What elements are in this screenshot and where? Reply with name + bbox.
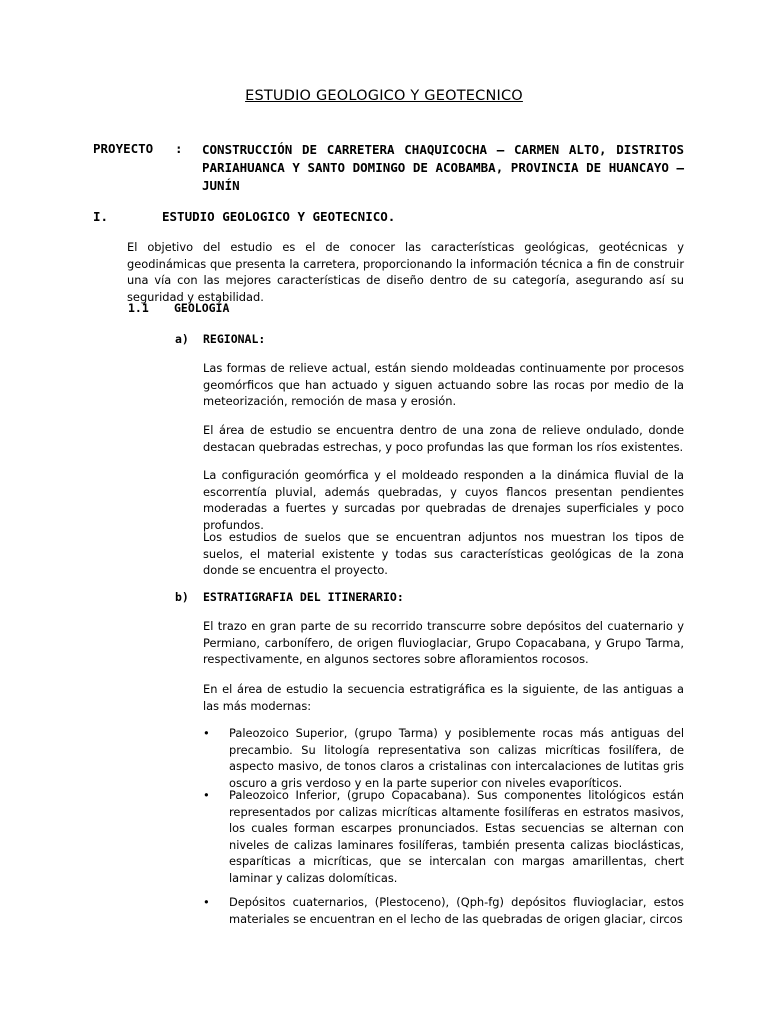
document-title: ESTUDIO GEOLOGICO Y GEOTECNICO (245, 88, 523, 104)
project-label: PROYECTO (93, 141, 154, 156)
stratigraphy-paragraph: En el área de estudio la secuencia estratigráfica es la siguiente, de las antiguas a las más modernas: (203, 682, 684, 713)
stratigraphy-bullet-item: Paleozoico Inferior, (grupo Copacabana). Sus componentes litológicos están representados por calizas micríticas altamente fosilíferas en estratos masivos, los cuales forman escarpes pronunciados. Estas secuencias se alternan con niveles de calizas laminares fosilíferas, también presenta calizas bioclásticas, esparíticas a micríticas, que se intercalan con margas amarillentas, chert laminar y calizas dolomíticas. (229, 788, 684, 885)
regional-paragraph: Los estudios de suelos que se encuentran adjuntos nos muestran los tipos de suelos, el material existente y todas sus características geológicas de la zona donde se encuentra el proyecto. (203, 530, 684, 577)
regional-paragraph: Las formas de relieve actual, están siendo moldeadas continuamente por procesos geomórficos que han actuado y siguen actuando sobre las rocas por medio de la meteorización, remoción de masa y erosión. (203, 361, 684, 408)
stratigraphy-bullet-item: Paleozoico Superior, (grupo Tarma) y posiblemente rocas más antiguas del precambio. Su litología representativa son calizas micríticas fosilífera, de aspecto masivo, de tonos claros a cristalinas con intercalaciones de lutitas gris oscuro a gris verdoso y en la parte superior con niveles evaporíticos. (229, 726, 684, 790)
section-intro-paragraph: El objetivo del estudio es el de conocer las características geológicas, geotécnicas y geodinámicas que presenta la carretera, proporcionando la información técnica a fin de construir una vía con las mejores características de diseño dentro de su categoría, asegurando así su seguridad y estabilidad. (127, 240, 684, 304)
item-a-marker: a) (175, 332, 189, 346)
item-a-title: REGIONAL: (203, 332, 266, 346)
section-title: ESTUDIO GEOLOGICO Y GEOTECNICO. (162, 209, 396, 224)
project-text: CONSTRUCCIÓN DE CARRETERA CHAQUICOCHA – CARMEN ALTO, DISTRITOS PARIAHUANCA Y SANTO DOMINGO DE ACOBAMBA, PROVINCIA DE HUANCAYO – JUNÍN (202, 142, 684, 193)
item-b-marker: b) (175, 590, 189, 604)
project-colon: : (175, 141, 183, 156)
item-b-title: ESTRATIGRAFIA DEL ITINERARIO: (203, 590, 404, 604)
stratigraphy-paragraph: El trazo en gran parte de su recorrido transcurre sobre depósitos del cuaternario y Permiano, carbonífero, de origen fluvioglaciar, Grupo Copacabana, y Grupo Tarma, respectivamente, en algunos sectores sobre afloramientos rocosos. (203, 619, 684, 666)
section-number: I. (93, 209, 109, 224)
bullet-icon: • (203, 895, 210, 909)
stratigraphy-bullet-item: Depósitos cuaternarios, (Plestoceno), (Qph-fg) depósitos fluvioglaciar, estos materiales se encuentran en el lecho de las quebradas de origen glaciar, circos (229, 895, 684, 926)
subsection-title: GEOLOGÍA (174, 301, 230, 315)
bullet-icon: • (203, 726, 210, 740)
subsection-number: 1.1 (128, 301, 149, 315)
regional-paragraph: El área de estudio se encuentra dentro de una zona de relieve ondulado, donde destacan quebradas estrechas, y poco profundas las que forman los ríos existentes. (203, 423, 684, 454)
regional-paragraph: La configuración geomórfica y el moldeado responden a la dinámica fluvial de la escorrentía pluvial, además quebradas, y cuyos flancos presentan pendientes moderadas a fuertes y surcadas por quebradas de drenajes superficiales y poco profundos. (203, 468, 684, 532)
bullet-icon: • (203, 788, 210, 802)
